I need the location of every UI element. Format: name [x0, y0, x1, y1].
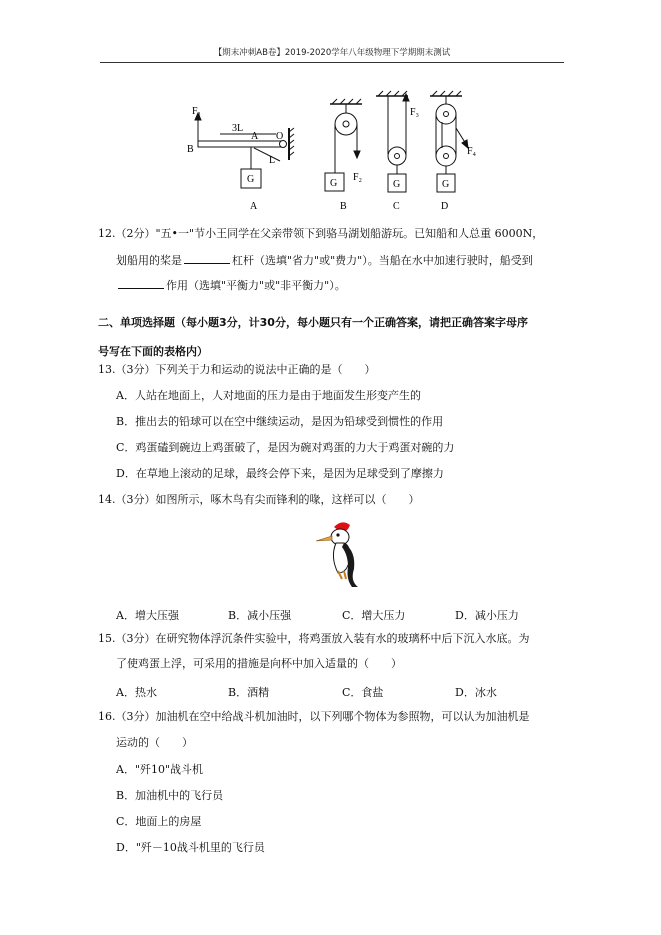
label-f1: F₁	[192, 106, 202, 117]
q12-line2a: 划船用的桨是	[116, 254, 182, 267]
caption-a: A	[250, 201, 258, 212]
section2-heading-line1: 二、单项选择题（每小题3分，计30分，每小题只有一个正确答案，请把正确答案字母序	[98, 316, 528, 329]
pulley-diagram-d	[430, 91, 468, 192]
q13-option-c[interactable]: C．鸡蛋磕到碗边上鸡蛋破了，是因为碗对鸡蛋的力大于鸡蛋对碗的力	[116, 441, 455, 454]
q13-option-a[interactable]: A．人站在地面上，人对地面的压力是由于地面发生形变产生的	[116, 389, 421, 402]
section2-heading-line2: 号写在下面的表格内）	[98, 345, 208, 358]
label-g-d: G	[442, 179, 450, 190]
q13-stem: 13.（3分）下列关于力和运动的说法中正确的是（ ）	[98, 363, 376, 376]
movable-pulley-d	[436, 146, 456, 166]
q13-option-d[interactable]: D．在草地上滚动的足球，最终会停下来，是因为足球受到了摩擦力	[116, 467, 444, 480]
q15-option-a[interactable]: A．热水	[116, 686, 157, 699]
lever-diagram-a	[195, 113, 294, 188]
caption-d: D	[441, 201, 449, 212]
q15-option-d[interactable]: D．冰水	[455, 686, 497, 699]
q13-option-b[interactable]: B．推出去的铅球可以在空中继续运动，是因为铅球受到惯性的作用	[116, 415, 444, 428]
q14-option-d[interactable]: D．减小压力	[455, 609, 519, 622]
q15-option-c[interactable]: C．食盐	[342, 686, 384, 699]
lever-pulley-figure	[180, 88, 480, 213]
q12-line2b: 杠杆（选填"省力"或"费力"）。当船在水中加速行驶时，船受到	[232, 254, 533, 267]
label-a: A	[251, 131, 259, 142]
q16-option-c[interactable]: C．地面上的房屋	[116, 815, 202, 828]
fixed-pulley-b	[335, 113, 357, 135]
q14-option-b[interactable]: B．减小压强	[228, 609, 292, 622]
q16-option-d[interactable]: D．"歼－10战斗机里的飞行员	[116, 841, 265, 854]
q15-line1: 15.（3分）在研究物体浮沉条件实验中，将鸡蛋放入装有水的玻璃杯中后下沉入水底。为	[98, 632, 530, 645]
q12-line3	[116, 277, 346, 293]
label-f4: F₄	[467, 146, 477, 157]
bird-beak	[316, 536, 332, 541]
q15-line2: 了使鸡蛋上浮，可采用的措施是向杯中加入适量的（ ）	[116, 657, 402, 670]
caption-c: C	[393, 201, 400, 212]
label-f3: F₃	[410, 107, 420, 118]
q14-option-a[interactable]: A．增大压强	[116, 609, 179, 622]
label-g-a: G	[247, 174, 255, 185]
caption-b: B	[340, 201, 347, 212]
q16-line2: 运动的（ ）	[116, 736, 193, 749]
label-l: L	[269, 155, 276, 166]
q14-stem: 14.（3分）如图所示，啄木鸟有尖而锋利的喙，这样可以（ ）	[98, 493, 420, 506]
q12-blank-1[interactable]	[184, 252, 230, 264]
q16-line1: 16.（3分）加油机在空中给战斗机加油时，以下列哪个物体为参照物，可以认为加油机是	[98, 710, 530, 723]
label-g-b: G	[330, 178, 338, 189]
label-f2: F₂	[353, 172, 363, 183]
fixed-pulley-d	[436, 104, 456, 124]
page-header: 【期末冲刺AB卷】2019-2020学年八年级物理下学期期末测试	[213, 48, 451, 58]
label-o: O	[276, 131, 284, 142]
q16-option-b[interactable]: B．加油机中的飞行员	[116, 789, 224, 802]
woodpecker-image	[312, 517, 362, 589]
q12-line1: 12.（2分）"五•一"节小王同学在父亲带领下到骆马湖划船游玩。已知船和人总重 6000N，	[98, 227, 544, 240]
q14-option-c[interactable]: C．增大压力	[342, 609, 406, 622]
q12-blank-2[interactable]	[118, 277, 164, 289]
l-dim	[254, 148, 280, 161]
label-g-c: G	[393, 179, 401, 190]
q15-option-b[interactable]: B．酒精	[228, 686, 270, 699]
label-b: B	[187, 144, 194, 155]
q16-option-a[interactable]: A．"歼10"战斗机	[116, 763, 204, 776]
lever-bar	[198, 141, 282, 147]
q12-line2	[116, 252, 533, 268]
movable-pulley-c	[388, 147, 406, 165]
header-rule	[100, 62, 564, 63]
pulley-diagram-c	[376, 91, 409, 192]
label-3l: 3L	[232, 123, 244, 134]
q12-line3-text: 作用（选填"平衡力"或"非平衡力"）。	[166, 279, 346, 292]
